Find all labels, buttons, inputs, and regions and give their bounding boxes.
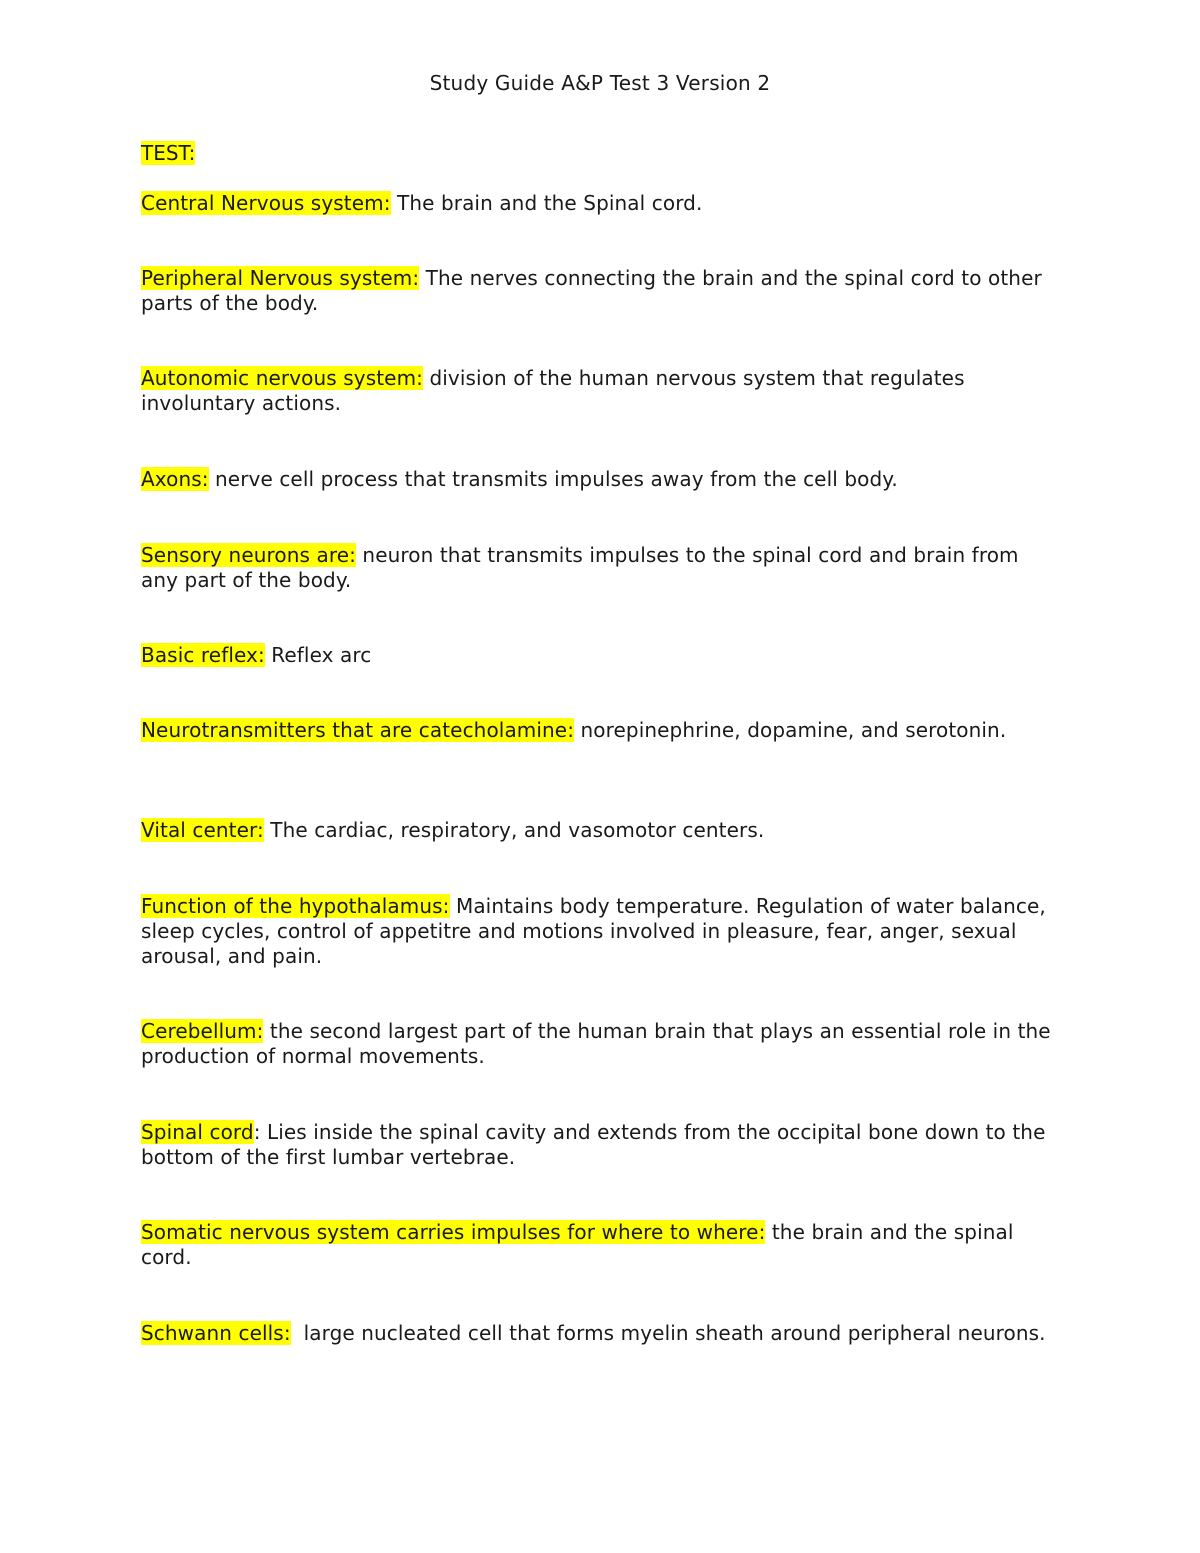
entry-term: Cerebellum:: [141, 1019, 264, 1043]
entry-definition: the second largest part of the human brain that plays an essential role in the production of normal movements.: [141, 1019, 1051, 1068]
entry-term: Spinal cord: [141, 1120, 254, 1144]
entry-term: Basic reflex:: [141, 643, 265, 667]
highlighted-heading: TEST:: [141, 141, 196, 165]
entry-term: Central Nervous system:: [141, 191, 391, 215]
study-entry: [141, 467, 1059, 492]
entry-term: Autonomic nervous system:: [141, 366, 424, 390]
entry-definition: : Lies inside the spinal cavity and extends from the occipital bone down to the bottom of the first lumbar vertebrae.: [141, 1120, 1046, 1169]
study-entry: [141, 1321, 1059, 1346]
entry-definition: The cardiac, respiratory, and vasomotor centers.: [263, 818, 765, 842]
entry-definition: the brain and the spinal cord.: [141, 1220, 1014, 1269]
entry-definition: neuron that transmits impulses to the spinal cord and brain from any part of the body.: [141, 543, 1019, 592]
entry-term: Sensory neurons are:: [141, 543, 356, 567]
study-entry: [141, 543, 1059, 593]
entry-term: Somatic nervous system carries impulses for where to where:: [141, 1220, 766, 1244]
study-entry: [141, 266, 1059, 316]
entry-definition: Reflex arc: [264, 643, 372, 667]
entry-definition: norepinephrine, dopamine, and serotonin.: [574, 718, 1007, 742]
study-entry: [141, 818, 1059, 843]
entry-term: Function of the hypothalamus:: [141, 894, 450, 918]
study-entry: [141, 718, 1059, 743]
study-entry: [141, 366, 1059, 416]
entry-definition: Maintains body temperature. Regulation of water balance, sleep cycles, control of appetitre and motions involved in pleasure, fear, anger, sexual arousal, and pain.: [141, 894, 1046, 968]
entry-term: Vital center:: [141, 818, 264, 842]
entry-definition: division of the human nervous system that regulates involuntary actions.: [141, 366, 965, 415]
entry-term: Schwann cells:: [141, 1321, 291, 1345]
study-entry: [141, 1220, 1059, 1270]
section-heading: [141, 141, 195, 166]
entry-definition: The brain and the Spinal cord.: [390, 191, 703, 215]
entry-definition: nerve cell process that transmits impulses away from the cell body.: [208, 467, 898, 491]
entry-definition: large nucleated cell that forms myelin sheath around peripheral neurons.: [290, 1321, 1046, 1345]
entry-definition: The nerves connecting the brain and the spinal cord to other parts of the body.: [141, 266, 1042, 315]
study-entry: [141, 894, 1059, 969]
study-entry: [141, 1120, 1059, 1170]
study-entry: [141, 643, 1059, 668]
study-entry: [141, 1019, 1059, 1069]
entry-term: Axons:: [141, 467, 209, 491]
entry-term: Peripheral Nervous system:: [141, 266, 420, 290]
entry-term: Neurotransmitters that are catecholamine:: [141, 718, 575, 742]
document-title: Study Guide A&P Test 3 Version 2: [429, 71, 771, 95]
study-entry: [141, 191, 1059, 216]
